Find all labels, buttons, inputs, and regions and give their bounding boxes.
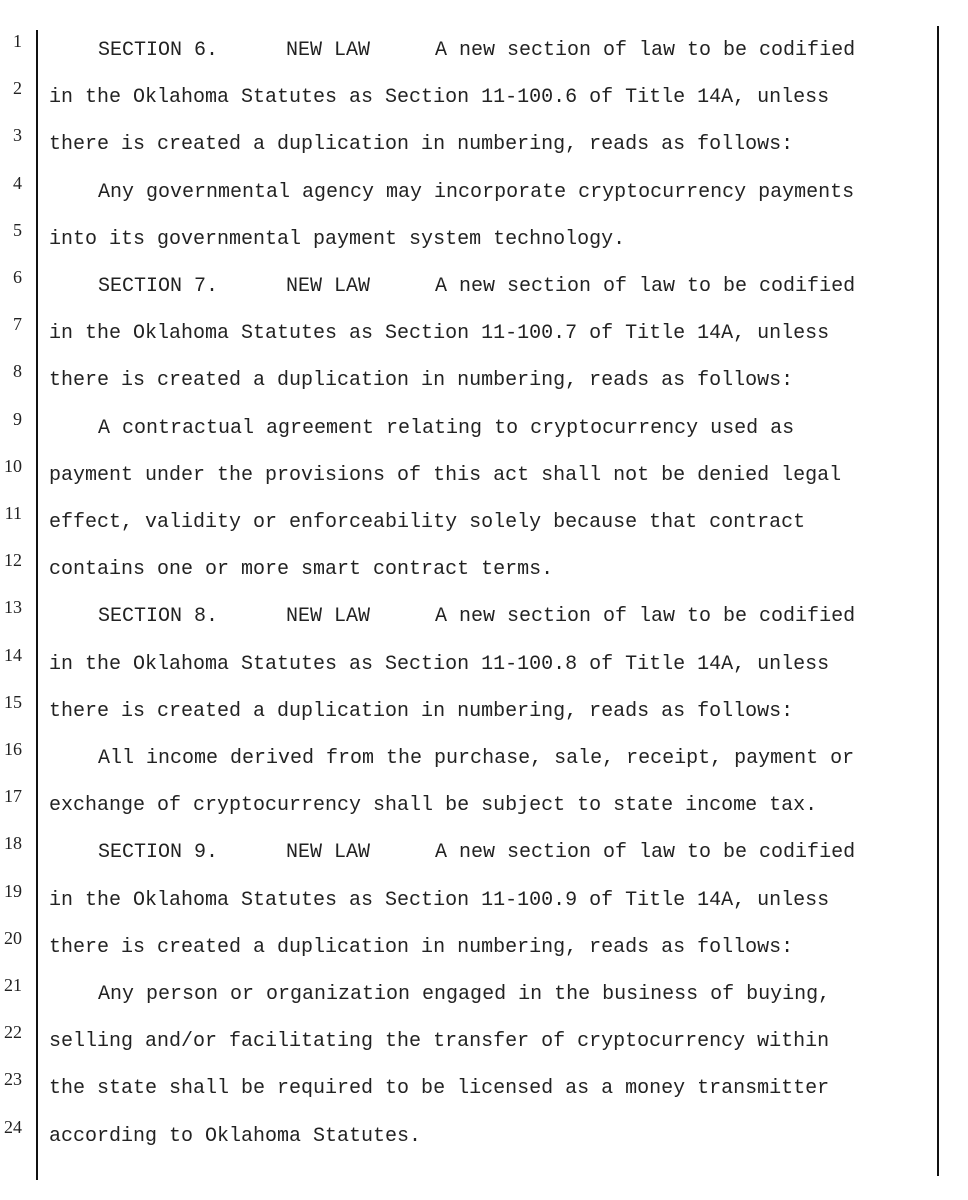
section-body-line: into its governmental payment system technology. <box>49 227 626 251</box>
section-heading-text: A new section of law to be codified <box>435 39 856 62</box>
section-body-line: according to Oklahoma Statutes. <box>49 1124 422 1148</box>
right-margin-rule <box>937 26 939 1176</box>
new-law-label: NEW LAW <box>286 605 371 629</box>
section-body-line: effect, validity or enforceability solely because that contract <box>49 511 806 534</box>
line-number: 24 <box>4 1116 22 1137</box>
line-number: 6 <box>13 267 22 287</box>
section-body-first-line: Any person or organization engaged in the business of buying, <box>98 983 831 1006</box>
line-number: 19 <box>4 880 22 901</box>
line-number: 14 <box>4 644 22 665</box>
section-heading-text: A new section of law to be codified <box>435 275 856 298</box>
section-body-first-line: All income derived from the purchase, sale, receipt, payment or <box>98 747 855 770</box>
line-number: 11 <box>4 503 22 523</box>
line-number: 2 <box>13 78 22 99</box>
line-number: 20 <box>4 927 22 948</box>
line-number: 4 <box>13 172 22 193</box>
line-number: 5 <box>13 219 22 240</box>
line-number: 12 <box>4 550 22 571</box>
section-heading-line: in the Oklahoma Statutes as Section 11-100.9 of Title 14A, unless <box>49 888 830 912</box>
section-body-line: the state shall be required to be licensed as a money transmitter <box>49 1077 830 1101</box>
section-label: SECTION 6. <box>98 39 219 62</box>
line-number: 9 <box>13 408 22 429</box>
line-number: 16 <box>4 739 22 759</box>
new-law-label: NEW LAW <box>286 39 371 62</box>
section-label: SECTION 8. <box>98 605 219 629</box>
section-heading-line: there is created a duplication in numbering, reads as follows: <box>49 935 794 959</box>
new-law-label: NEW LAW <box>286 841 371 865</box>
section-body-first-line: A contractual agreement relating to cryptocurrency used as <box>98 416 795 440</box>
line-number: 22 <box>4 1022 22 1043</box>
section-heading-line: in the Oklahoma Statutes as Section 11-100.7 of Title 14A, unless <box>49 322 830 346</box>
section-heading-line: there is created a duplication in numbering, reads as follows: <box>49 369 794 393</box>
section-heading-line: in the Oklahoma Statutes as Section 11-100.6 of Title 14A, unless <box>49 86 830 110</box>
line-number: 8 <box>13 361 22 382</box>
line-number: 15 <box>4 691 22 712</box>
section-label: SECTION 9. <box>98 841 219 865</box>
section-heading-text: A new section of law to be codified <box>435 605 856 629</box>
section-body-line: exchange of cryptocurrency shall be subject to state income tax. <box>49 794 818 818</box>
section-heading-line: there is created a duplication in numbering, reads as follows: <box>49 699 794 723</box>
section-heading-line: there is created a duplication in numbering, reads as follows: <box>49 133 794 157</box>
left-margin-rule <box>36 30 38 1180</box>
section-body-line: contains one or more smart contract terms. <box>49 558 554 582</box>
line-number: 21 <box>4 975 22 995</box>
new-law-label: NEW LAW <box>286 275 371 298</box>
line-number: 1 <box>13 31 22 51</box>
line-number: 10 <box>4 455 22 476</box>
section-body-line: selling and/or facilitating the transfer of cryptocurrency within <box>49 1030 830 1054</box>
line-number: 23 <box>4 1069 22 1090</box>
section-heading-line: in the Oklahoma Statutes as Section 11-100.8 of Title 14A, unless <box>49 652 830 676</box>
section-body-first-line: Any governmental agency may incorporate cryptocurrency payments <box>98 180 855 204</box>
line-number: 13 <box>4 597 22 618</box>
section-heading-text: A new section of law to be codified <box>435 841 856 865</box>
section-body-line: payment under the provisions of this act shall not be denied legal <box>49 463 842 487</box>
line-number: 3 <box>13 125 22 146</box>
section-label: SECTION 7. <box>98 275 219 298</box>
line-number: 7 <box>13 314 22 335</box>
line-number: 18 <box>4 833 22 854</box>
line-number: 17 <box>4 786 22 807</box>
